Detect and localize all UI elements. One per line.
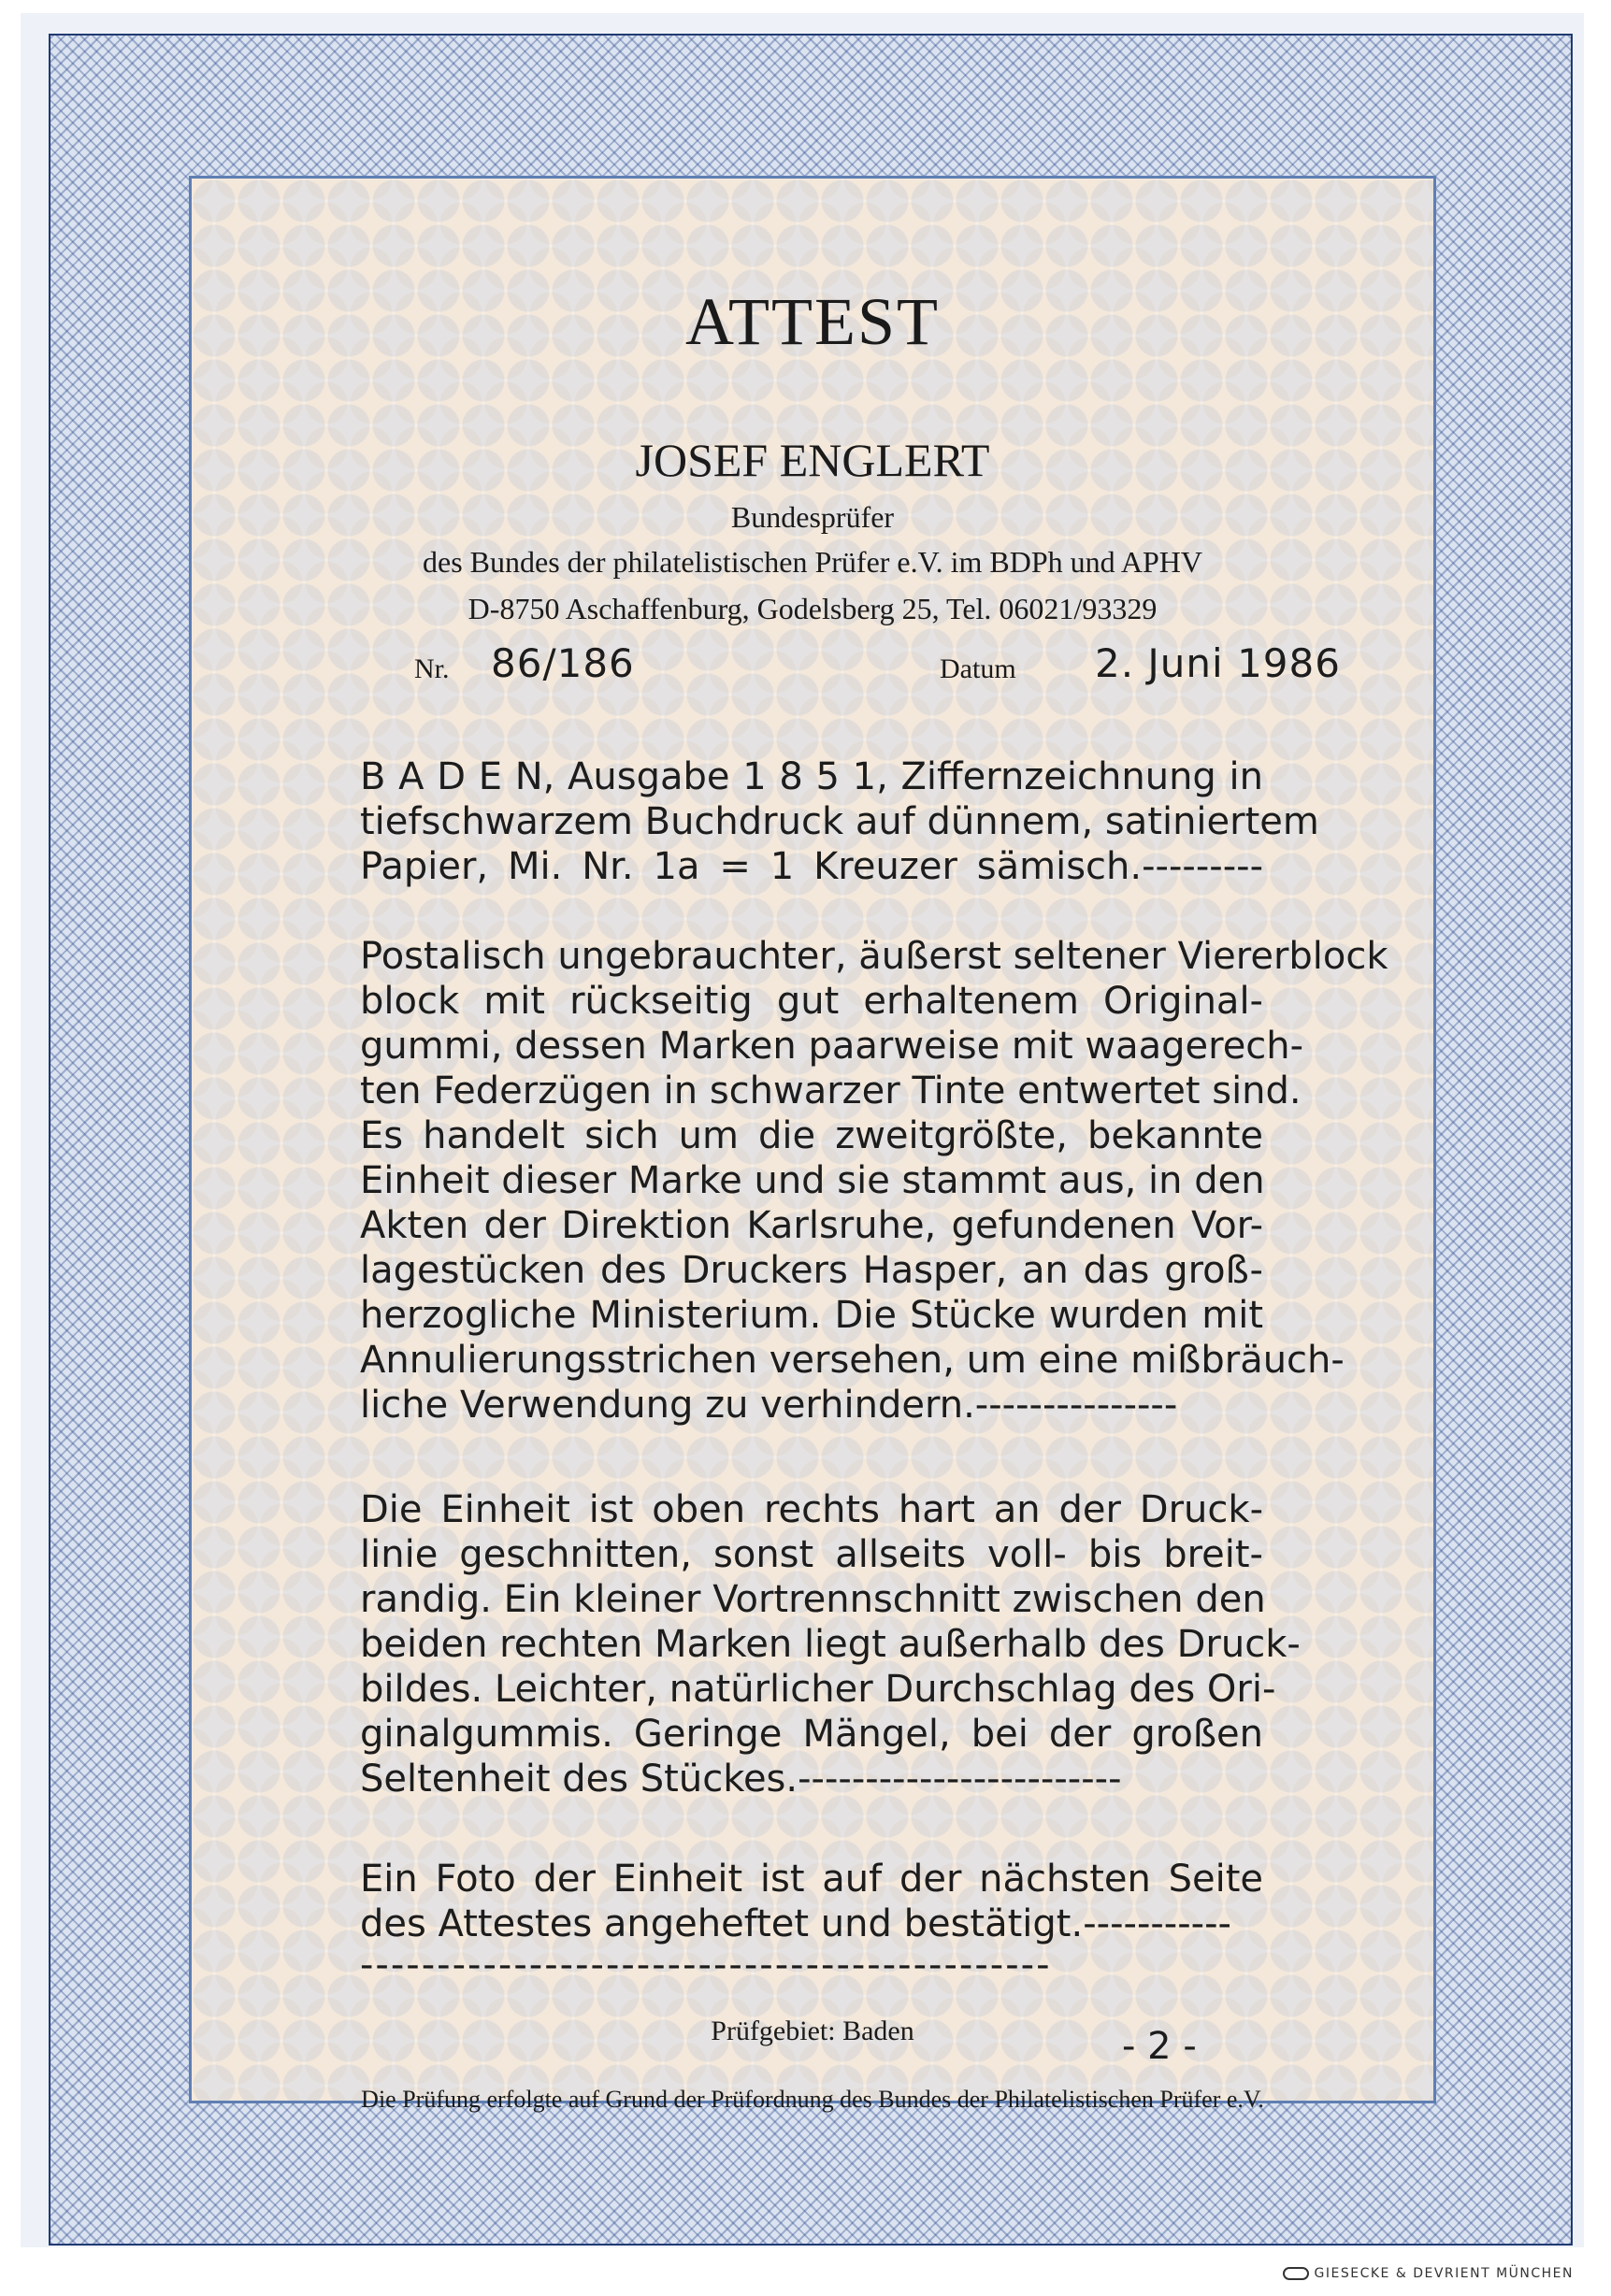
text-line: B A D E N, Ausgabe 1 8 5 1, Ziffernzeichnung in <box>360 755 1263 798</box>
text-line: Annulierungsstrichen versehen, um eine mißbräuch- <box>360 1339 1345 1382</box>
text-line: Einheit dieser Marke und sie stammt aus, in den <box>360 1159 1265 1202</box>
text-line: herzogliche Ministerium. Die Stücke wurden mit <box>360 1294 1263 1337</box>
examination-area: Prüfgebiet: Baden <box>711 2016 914 2046</box>
text-line: randig. Ein kleiner Vortrennschnitt zwischen den <box>360 1578 1266 1621</box>
certificate-body <box>189 176 1436 2113</box>
regulation-statement: Die Prüfung erfolgte auf Grund der Prüfordnung des Bundes der Philatelistischen Prüfer e.V. <box>361 2086 1264 2113</box>
printer-name: GIESECKE & DEVRIENT MÜNCHEN <box>1314 2266 1574 2281</box>
paragraph-margins <box>360 1487 1301 1801</box>
text-line: beiden rechten Marken liegt außerhalb des Druck- <box>360 1623 1301 1666</box>
certificate-sheet <box>21 13 1584 2247</box>
text-line: tiefschwarzem Buchdruck auf dünnem, satiniertem <box>360 800 1319 843</box>
paragraph-description <box>360 754 1319 889</box>
text-line: ginalgummis. Geringe Mängel, bei der großen <box>360 1713 1263 1756</box>
examiner-role: Bundesprüfer <box>730 500 895 534</box>
text-line: ten Federzügen in schwarzer Tinte entwertet sind. <box>360 1069 1302 1112</box>
text-line: lagestücken des Druckers Hasper, an das groß- <box>360 1249 1263 1292</box>
printer-imprint <box>1283 2266 1574 2281</box>
number-label: Nr. <box>414 653 450 684</box>
examiner-name: JOSEF ENGLERT <box>635 434 990 486</box>
text-line: des Attestes angeheftet und bestätigt.----------- <box>360 1902 1231 1945</box>
page-number: - 2 - <box>1122 2025 1197 2068</box>
examiner-association: des Bundes der philatelistischen Prüfer e.V. im BDPh und APHV <box>422 545 1202 579</box>
document-title: ATTEST <box>685 284 940 359</box>
printer-logo-icon <box>1283 2267 1309 2280</box>
certificate-number: 86/186 <box>491 640 635 686</box>
text-line: block mit rückseitig gut erhaltenem Original- <box>360 980 1263 1023</box>
date-label: Datum <box>940 653 1016 684</box>
text-line: Postalisch ungebrauchter, äußerst seltener Viererblock <box>360 935 1388 978</box>
examiner-address: D-8750 Aschaffenburg, Godelsberg 25, Tel. 06021/93329 <box>467 592 1158 625</box>
text-line: liche Verwendung zu verhindern.--------------- <box>360 1384 1178 1427</box>
paragraph-condition <box>360 934 1388 1428</box>
text-line: bildes. Leichter, natürlicher Durchschlag des Ori- <box>360 1668 1276 1711</box>
text-line: Die Einheit ist oben rechts hart an der Druck- <box>360 1488 1263 1531</box>
text-line: Akten der Direktion Karlsruhe, gefundenen Vor- <box>360 1204 1263 1247</box>
paragraph-photo <box>360 1857 1263 1946</box>
text-line: gummi, dessen Marken paarweise mit waagerech- <box>360 1025 1304 1068</box>
guilloche-border <box>49 34 1573 2246</box>
text-line: linie geschnitten, sonst allseits voll- bis breit- <box>360 1533 1263 1576</box>
text-line: Seltenheit des Stückes.------------------------ <box>360 1758 1122 1801</box>
text-line: Ein Foto der Einheit ist auf der nächsten Seite <box>360 1858 1263 1901</box>
text-line: Papier, Mi. Nr. 1a = 1 Kreuzer sämisch.--------- <box>360 845 1263 888</box>
certificate-date: 2. Juni 1986 <box>1095 640 1341 686</box>
dash-filler-line: --------------------------------------------- <box>360 1944 1052 1987</box>
text-line: Es handelt sich um die zweitgrößte, bekannte <box>360 1114 1263 1157</box>
